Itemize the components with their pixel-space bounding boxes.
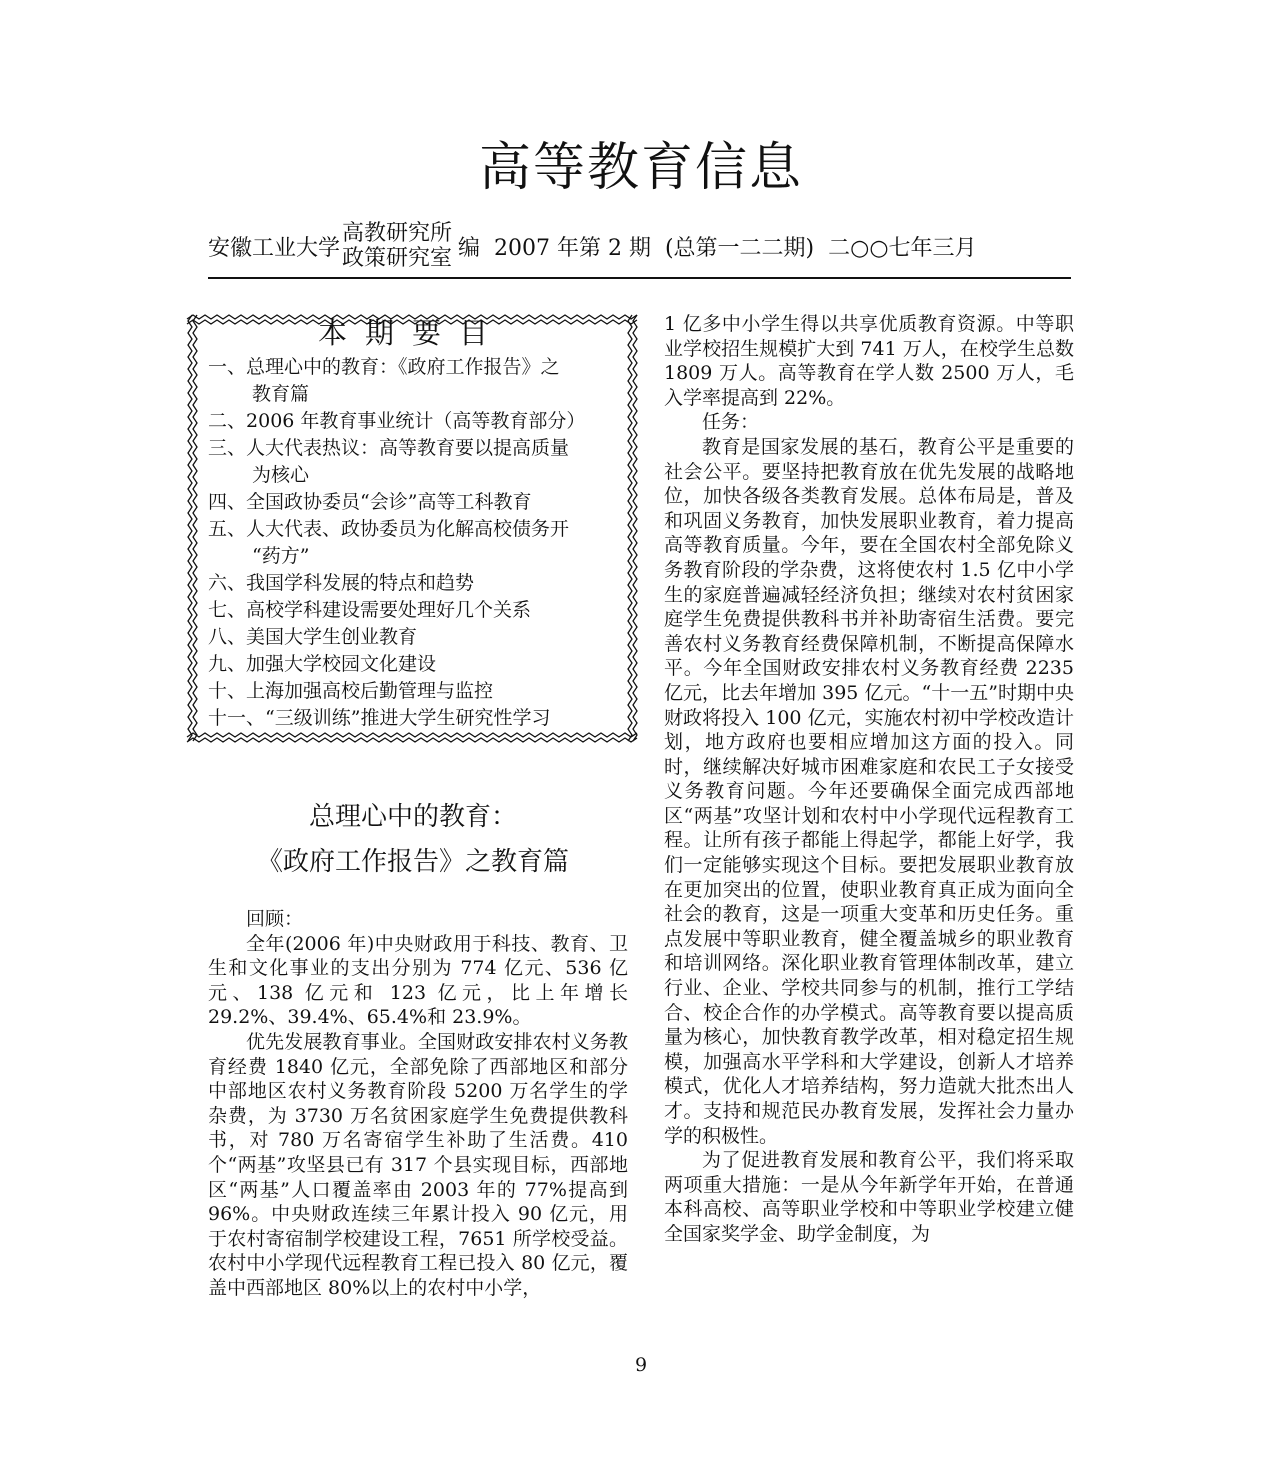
toc-item xyxy=(208,354,622,381)
masthead-unit-2: 政策研究室 xyxy=(342,246,453,271)
toc-item xyxy=(208,651,622,678)
toc-item xyxy=(208,516,622,543)
toc-item-text: “三级训练”推进大学生研究性学习 xyxy=(265,707,551,729)
toc-item-number: 八、 xyxy=(208,626,247,648)
masthead xyxy=(208,220,1068,272)
toc-item-text: 全国政协委员“会诊”高等工科教育 xyxy=(246,491,532,513)
toc-item-text: 加强大学校园文化建设 xyxy=(246,653,437,675)
toc-item-number: 一、 xyxy=(208,356,247,378)
toc-item-number: 四、 xyxy=(208,491,247,513)
toc-item-number: 六、 xyxy=(208,572,247,594)
toc-item-number: 七、 xyxy=(208,599,247,621)
toc-item-text: 高校学科建设需要处理好几个关系 xyxy=(246,599,532,621)
toc-item-text: 我国学科发展的特点和趋势 xyxy=(246,572,475,594)
toc-item-text: 人大代表、政协委员为化解高校债务开 xyxy=(246,518,570,540)
toc-item-number: 五、 xyxy=(208,518,247,540)
article-title-line-1: 总理心中的教育： xyxy=(308,802,517,832)
toc-item-text: 人大代表热议：高等教育要以提高质量 xyxy=(246,437,570,459)
toc-item xyxy=(208,489,622,516)
toc-title: 本期要目 xyxy=(317,316,506,350)
paragraph: 教育是国家发展的基石，教育公平是重要的社会公平。要坚持把教育放在优先发展的战略地位，加快各级各类教育发展。总体布局是，普及和巩固义务教育，加快发展职业教育，着力提高高等教育质量。今年，要在全国农村全部免除义务教育阶段的学杂费，这将使农村 1.5 亿中小学生的家庭普遍减轻经济负担；继续对农村贫困家庭学生免费提供教科书并补助寄宿生活费。要完善农村义务教育经费保障机制，不断提高保障水平。今年全国财政安排农村义务教育经费 2235 亿元，比去年增加 395 亿元。“十一五”时期中央财政将投入 100 亿元，实施农村初中学校改造计划，地方政府也要相应增加这方面的投入。同时，继续解决好城市困难家庭和农民工子女接受义务教育问题。今年还要确保全面完成西部地区“两基”攻坚计划和农村中小学现代远程教育工程。让所有孩子都能上得起学，都能上好学，我们一定能够实现这个目标。要把发展职业教育放在更加突出的位置，使职业教育真正成为面向全社会的教育，这是一项重大变革和历史任务。重点发展中等职业教育，健全覆盖城乡的职业教育和培训网络。深化职业教育管理体制改革，建立行业、企业、学校共同参与的机制，推行工学结合、校企合作的办学模式。高等教育要以提高质量为核心，加快教育教学改革，相对稳定招生规模，加强高水平学科和大学建设，创新人才培养模式，优化人才培养结构，努力造就大批杰出人才。支持和规范民办教育发展，发挥社会力量办学的积极性。 xyxy=(664,435,1074,1147)
toc-item xyxy=(208,435,622,462)
table-of-contents xyxy=(184,312,640,746)
right-column xyxy=(664,312,1074,1247)
toc-item xyxy=(208,624,622,651)
masthead-university: 安徽工业大学 xyxy=(208,235,341,261)
paragraph: 为了促进教育发展和教育公平，我们将采取两项重大措施：一是从今年新学年开始，在普通本科高校、高等职业学校和中等职业学校建立健全国家奖学金、助学金制度，为 xyxy=(664,1149,1074,1245)
toc-list xyxy=(208,354,622,732)
toc-item-text: 总理心中的教育：《政府工作报告》之 xyxy=(246,356,560,378)
toc-item-text: 美国大学生创业教育 xyxy=(246,626,418,648)
header-rule xyxy=(208,277,1071,279)
paragraph: 1 亿多中小学生得以共享优质教育资源。中等职业学校招生规模扩大到 741 万人，在校学生总数 1809 万人。高等教育在学人数 2500 万人，毛入学率提高到 22%。 xyxy=(664,313,1074,409)
toc-item-number: 三、 xyxy=(208,437,247,459)
toc-item-continuation: 教育篇 xyxy=(252,383,310,405)
toc-item-text: 上海加强高校后勤管理与监控 xyxy=(246,680,494,702)
toc-item-number: 九、 xyxy=(208,653,247,675)
masthead-unit-1: 高教研究所 xyxy=(342,221,453,246)
journal-title: 高等教育信息 xyxy=(478,138,803,198)
paragraph: 全年(2006 年)中央财政用于科技、教育、卫生和文化事业的支出分别为 774 亿元、536 亿元、138 亿元和 123 亿元，比上年增长 29.2%、39.4%、65.4%和 23.9%。 xyxy=(208,932,628,1029)
paragraph: 优先发展教育事业。全国财政安排农村义务教育经费 1840 亿元，全部免除了西部地区和部分中部地区农村义务教育阶段 5200 万名学生的学杂费，为 3730 万名贫困家庭学生免费提供教科书，对 780 万名寄宿学生补助了生活费。410 个“两基”攻坚县已有 317 个县实现目标，西部地区“两基”人口覆盖率由 2003 年的 77%提高到 96%。中央财政连续三年累计投入 90 亿元，用于农村寄宿制学校建设工程，7651 所学校受益。农村中小学现代远程教育工程已投入 80 亿元，覆盖中西部地区 80%以上的农村中小学， xyxy=(208,1030,628,1299)
masthead-issue: 编 2007 年第 2 期 (总第一二二期) 二○○七年三月 xyxy=(458,235,977,261)
page-number: 9 xyxy=(634,1354,648,1376)
toc-item-continuation: 为核心 xyxy=(252,464,310,486)
toc-item-text: 2006 年教育事业统计（高等教育部分） xyxy=(246,410,586,432)
toc-item xyxy=(208,597,622,624)
toc-item xyxy=(208,678,622,705)
toc-item-number: 十、 xyxy=(208,680,247,702)
masthead-units xyxy=(342,221,452,271)
toc-item-continuation: “药方” xyxy=(252,545,310,567)
review-heading: 回顾： xyxy=(246,908,304,930)
toc-item-number: 十一、 xyxy=(208,707,266,729)
article-title-line-2: 《政府工作报告》之教育篇 xyxy=(256,847,569,877)
left-column xyxy=(208,907,628,1301)
toc-item-number: 二、 xyxy=(208,410,247,432)
toc-item xyxy=(208,408,622,435)
task-heading: 任务： xyxy=(702,411,760,434)
toc-item xyxy=(208,705,622,732)
toc-item xyxy=(208,570,622,597)
